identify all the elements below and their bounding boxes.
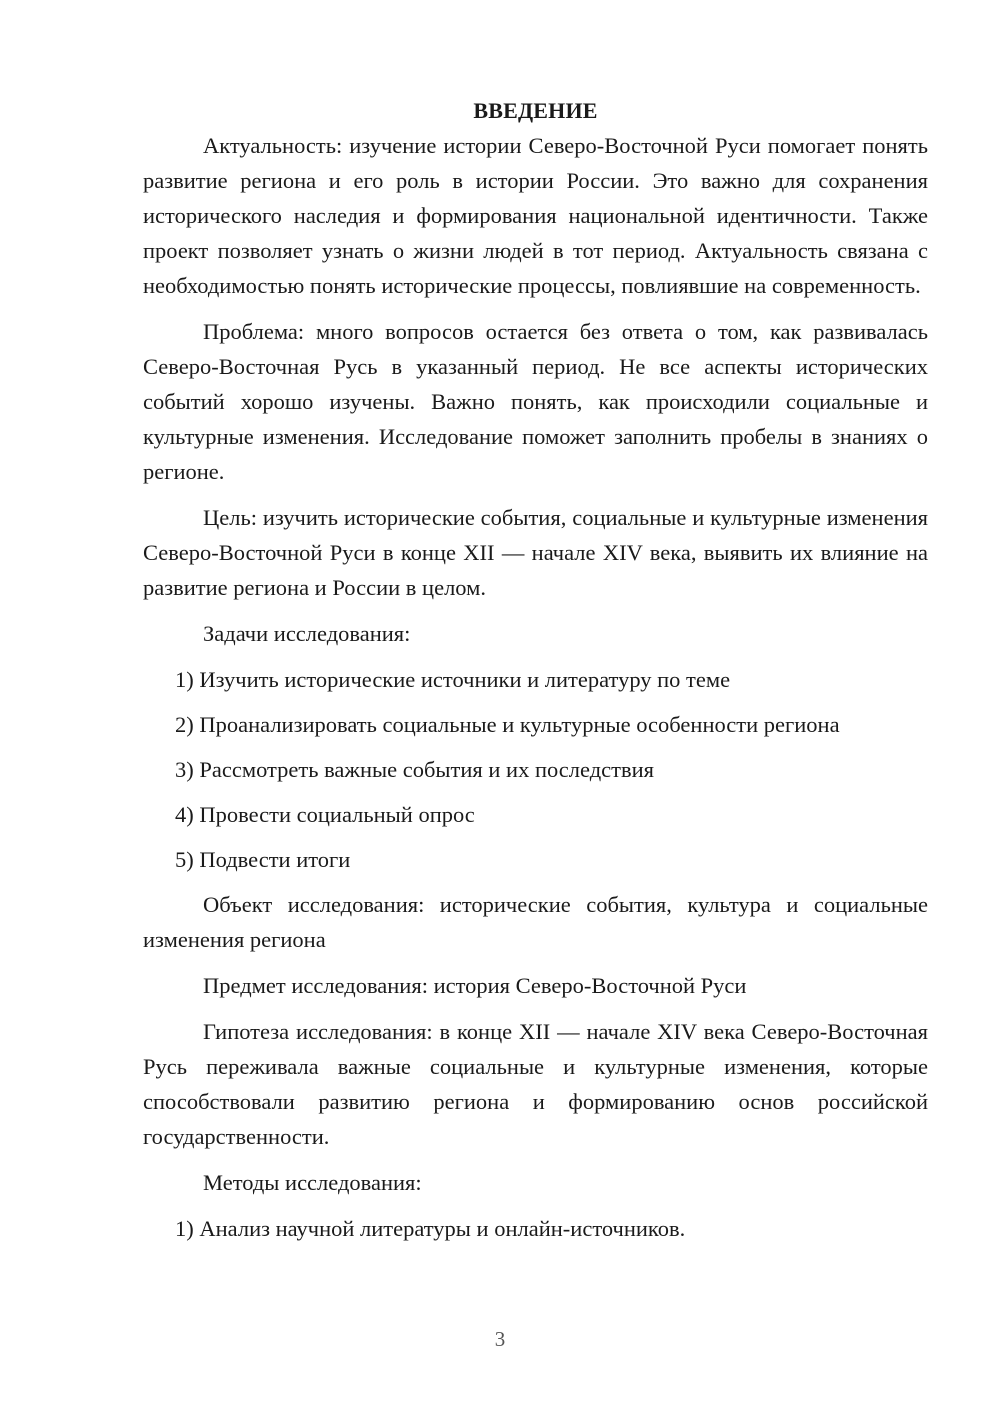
list-item: 5) Подвести итоги — [175, 847, 351, 872]
list-item: 3) Рассмотреть важные события и их последствия — [175, 757, 654, 782]
paragraph-problem: Проблема: много вопросов остается без ответа о том, как развивалась Северо-Восточная Русь в указанный период. Не все аспекты исторических событий хорошо изучены. Важно понять, как происходили социальные и культурные изменения. Исследование поможет заполнить пробелы в знаниях о регионе. — [143, 319, 928, 484]
page-number: 3 — [494, 1327, 506, 1351]
tasks-list — [143, 662, 928, 877]
paragraph-subject: Предмет исследования: история Северо-Восточной Руси — [203, 973, 747, 998]
list-item: 2) Проанализировать социальные и культурные особенности региона — [175, 712, 840, 737]
tasks-heading: Задачи исследования: — [203, 621, 411, 646]
methods-heading: Методы исследования: — [203, 1170, 422, 1195]
methods-list — [143, 1211, 928, 1246]
paragraph-goal: Цель: изучить исторические события, социальные и культурные изменения Северо-Восточной Руси в конце XII — начале XIV века, выявить их влияние на развитие региона и России в целом. — [143, 505, 928, 600]
paragraph-object: Объект исследования: исторические события, культура и социальные изменения региона — [143, 892, 928, 952]
page-content — [143, 93, 928, 1246]
paragraph-relevance: Актуальность: изучение истории Северо-Восточной Руси помогает понять развитие региона и его роль в истории России. Это важно для сохранения исторического наследия и формирования национальной идентичности. Также проект позволяет узнать о жизни людей в тот период. Актуальность связана с необходимостью понять исторические процессы, повлиявшие на современность. — [143, 133, 928, 298]
list-item: 4) Провести социальный опрос — [175, 802, 475, 827]
page-title: ВВЕДЕНИЕ — [473, 98, 598, 123]
list-item: 1) Анализ научной литературы и онлайн-источников. — [175, 1216, 686, 1241]
paragraph-hypothesis: Гипотеза исследования: в конце XII — начале XIV века Северо-Восточная Русь переживала важные социальные и культурные изменения, которые способствовали развитию региона и формированию основ российской государственности. — [143, 1019, 928, 1149]
list-item: 1) Изучить исторические источники и литературу по теме — [175, 667, 731, 692]
